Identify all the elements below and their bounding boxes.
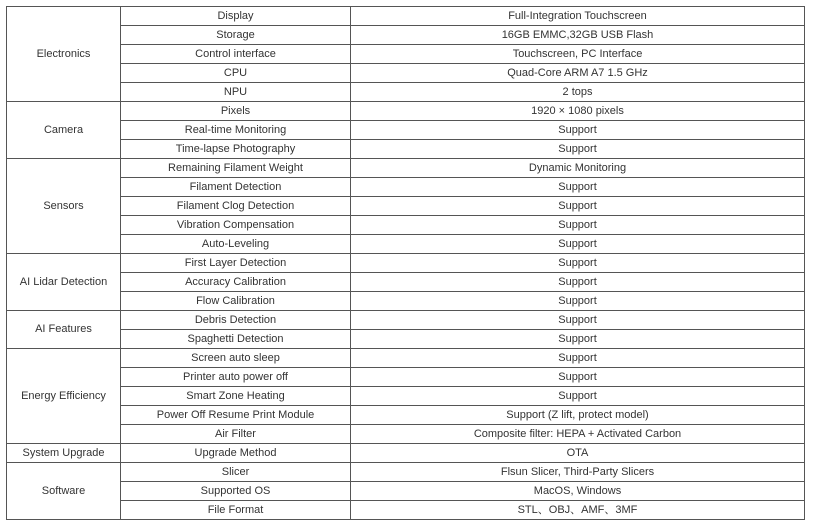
value-cell: Support [351,121,805,140]
feature-cell: Flow Calibration [121,292,351,311]
category-cell: AI Features [7,311,121,349]
spec-row [7,254,805,273]
feature-cell: Power Off Resume Print Module [121,406,351,425]
spec-row [7,425,805,444]
spec-row [7,216,805,235]
value-cell: STL、OBJ、AMF、3MF [351,501,805,520]
feature-cell: Time-lapse Photography [121,140,351,159]
feature-cell: Supported OS [121,482,351,501]
value-cell: Support [351,216,805,235]
spec-row [7,121,805,140]
feature-cell: Storage [121,26,351,45]
spec-table-container [6,6,805,520]
feature-cell: Control interface [121,45,351,64]
spec-row [7,444,805,463]
spec-row [7,368,805,387]
spec-row [7,159,805,178]
value-cell: Support [351,330,805,349]
value-cell: Support [351,197,805,216]
spec-row [7,482,805,501]
value-cell: Support [351,311,805,330]
feature-cell: Vibration Compensation [121,216,351,235]
spec-row [7,26,805,45]
value-cell: Full-Integration Touchscreen [351,7,805,26]
spec-row [7,311,805,330]
feature-cell: Upgrade Method [121,444,351,463]
category-cell: System Upgrade [7,444,121,463]
feature-cell: Debris Detection [121,311,351,330]
value-cell: Support [351,273,805,292]
value-cell: Quad-Core ARM A7 1.5 GHz [351,64,805,83]
feature-cell: Smart Zone Heating [121,387,351,406]
spec-row [7,178,805,197]
feature-cell: Accuracy Calibration [121,273,351,292]
category-cell: Camera [7,102,121,159]
spec-row [7,83,805,102]
spec-row [7,235,805,254]
category-cell: Energy Efficiency [7,349,121,444]
feature-cell: CPU [121,64,351,83]
feature-cell: First Layer Detection [121,254,351,273]
feature-cell: Remaining Filament Weight [121,159,351,178]
spec-row [7,197,805,216]
feature-cell: Slicer [121,463,351,482]
value-cell: Dynamic Monitoring [351,159,805,178]
spec-table [6,6,805,520]
value-cell: MacOS, Windows [351,482,805,501]
value-cell: Touchscreen, PC Interface [351,45,805,64]
value-cell: Support (Z lift, protect model) [351,406,805,425]
spec-row [7,7,805,26]
value-cell: 2 tops [351,83,805,102]
category-cell: Software [7,463,121,520]
value-cell: Support [351,178,805,197]
spec-table-body [7,7,805,520]
value-cell: Composite filter: HEPA + Activated Carbon [351,425,805,444]
feature-cell: Pixels [121,102,351,121]
category-cell: Sensors [7,159,121,254]
spec-row [7,64,805,83]
spec-row [7,292,805,311]
value-cell: Flsun Slicer, Third-Party Slicers [351,463,805,482]
value-cell: Support [351,254,805,273]
feature-cell: Printer auto power off [121,368,351,387]
feature-cell: Auto-Leveling [121,235,351,254]
value-cell: Support [351,368,805,387]
feature-cell: Screen auto sleep [121,349,351,368]
feature-cell: Filament Clog Detection [121,197,351,216]
spec-row [7,501,805,520]
spec-row [7,45,805,64]
spec-row [7,406,805,425]
value-cell: OTA [351,444,805,463]
spec-row [7,330,805,349]
category-cell: AI Lidar Detection [7,254,121,311]
spec-row [7,140,805,159]
spec-row [7,102,805,121]
value-cell: Support [351,235,805,254]
value-cell: Support [351,349,805,368]
feature-cell: Real-time Monitoring [121,121,351,140]
value-cell: 1920 × 1080 pixels [351,102,805,121]
feature-cell: NPU [121,83,351,102]
category-cell: Electronics [7,7,121,102]
feature-cell: File Format [121,501,351,520]
value-cell: Support [351,140,805,159]
spec-row [7,349,805,368]
feature-cell: Display [121,7,351,26]
spec-row [7,387,805,406]
spec-row [7,273,805,292]
value-cell: Support [351,387,805,406]
feature-cell: Air Filter [121,425,351,444]
feature-cell: Filament Detection [121,178,351,197]
value-cell: Support [351,292,805,311]
spec-row [7,463,805,482]
value-cell: 16GB EMMC,32GB USB Flash [351,26,805,45]
feature-cell: Spaghetti Detection [121,330,351,349]
